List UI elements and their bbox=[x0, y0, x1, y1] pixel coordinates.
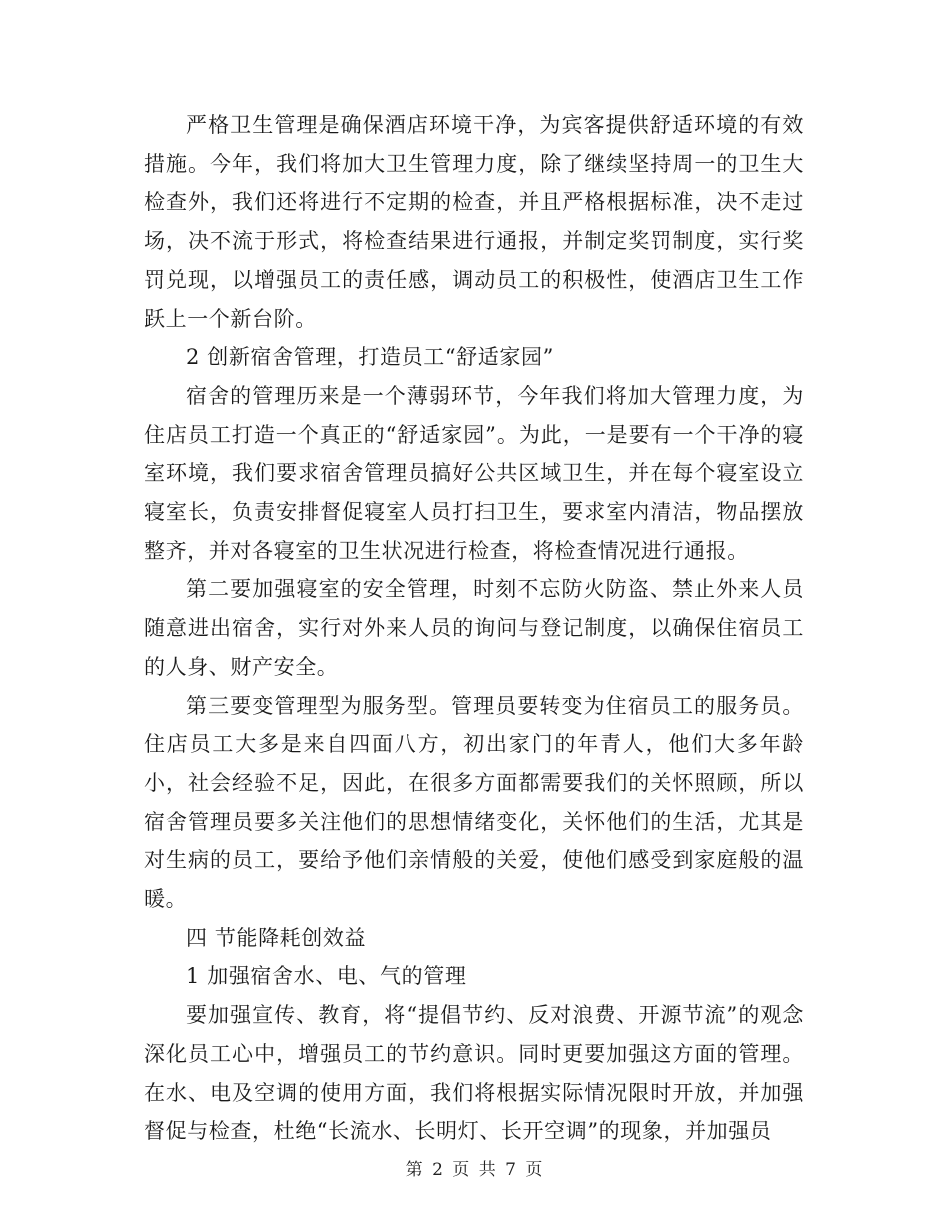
paragraph-sanitation: 严格卫生管理是确保酒店环境干净，为宾客提供舒适环境的有效措施。今年，我们将加大卫生管理力度，除了继续坚持周一的卫生大检查外，我们还将进行不定期的检查，并且严格根据标准，决不走过场，决不流于形式，将检查结果进行通报，并制定奖罚制度，实行奖罚兑现，以增强员工的责任感，调动员工的积极性，使酒店卫生工作跃上一个新台阶。 bbox=[144, 113, 804, 331]
paragraph-service-oriented: 第三要变管理型为服务型。管理员要转变为住宿员工的服务员。住店员工大多是来自四面八方，初出家门的年青人，他们大多年龄小，社会经验不足，因此，在很多方面都需要我们的关怀照顾，所以宿舍管理员要多关注他们的思想情绪变化，关怀他们的生活，尤其是对生病的员工，要给予他们亲情般的关爱，使他们感受到家庭般的温暖。 bbox=[144, 693, 804, 912]
heading-dormitory-management: 2 创新宿舍管理，打造员工“舒适家园” bbox=[186, 345, 554, 370]
paragraph-conservation: 要加强宣传、教育，将“提倡节约、反对浪费、开源节流”的观念深化员工心中，增强员工的节约意识。同时更要加强这方面的管理。在水、电及空调的使用方面，我们将根据实际情况限时开放，并加强督促与检查，杜绝“长流水、长明灯、长开空调”的现象，并加强员 bbox=[144, 1003, 804, 1144]
paragraph-dormitory-safety: 第二要加强寝室的安全管理，时刻不忘防火防盗、禁止外来人员随意进出宿舍，实行对外来人员的询问与登记制度，以确保住宿员工的人身、财产安全。 bbox=[144, 577, 804, 679]
page-footer: 第 2 页 共 7 页 bbox=[405, 1160, 545, 1180]
heading-energy-saving: 四 节能降耗创效益 bbox=[186, 925, 367, 950]
document-body bbox=[144, 106, 804, 1151]
paragraph-dormitory-environment: 宿舍的管理历来是一个薄弱环节，今年我们将加大管理力度，为住店员工打造一个真正的“舒适家园”。为此，一是要有一个干净的寝室环境，我们要求宿舍管理员搞好公共区域卫生，并在每个寝室设立寝室长，负责安排督促寝室人员打扫卫生，要求室内清洁，物品摆放整齐，并对各寝室的卫生状况进行检查，将检查情况进行通报。 bbox=[144, 383, 804, 563]
heading-utilities-management: 1 加强宿舍水、电、气的管理 bbox=[186, 964, 467, 989]
